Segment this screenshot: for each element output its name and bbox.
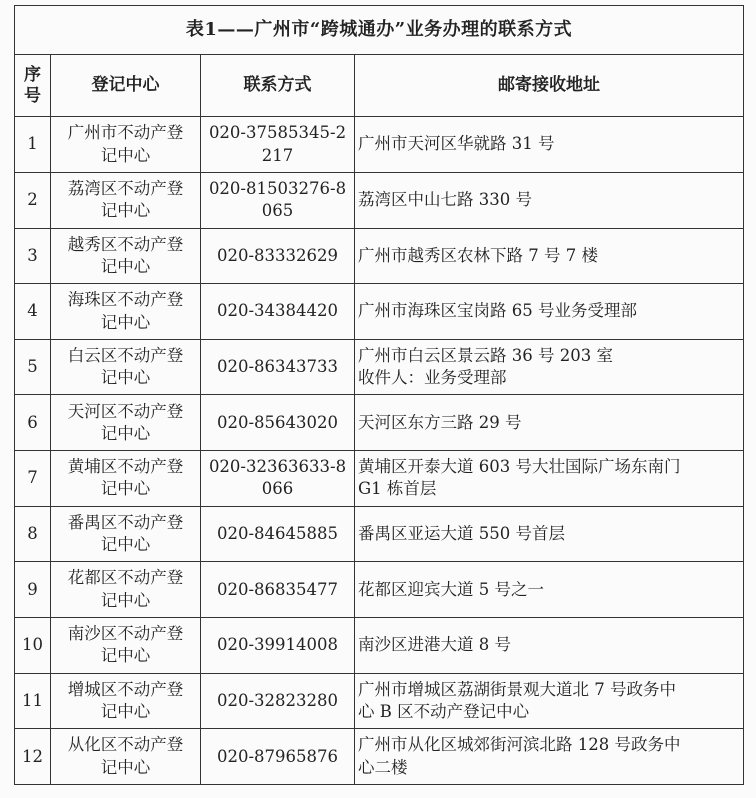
table-row xyxy=(15,729,744,785)
center-name-line2: 记中心 xyxy=(100,590,151,610)
address-line2: 收件人：业务受理部 xyxy=(358,368,507,388)
center-name-line1: 花都区不动产登 xyxy=(67,568,184,588)
contact-phone: 020-34384420 xyxy=(201,284,355,340)
contact-phone: 020-87965876 xyxy=(201,729,355,785)
table-row xyxy=(15,562,744,618)
mailing-address xyxy=(355,673,744,729)
mailing-address xyxy=(355,506,744,562)
address-line1: 南沙区进港大道 8 号 xyxy=(358,635,511,655)
center-name-line1: 越秀区不动产登 xyxy=(67,234,184,254)
address-line1: 广州市天河区华就路 31 号 xyxy=(358,134,555,154)
address-line1: 广州市白云区景云路 36 号 203 室 xyxy=(358,345,613,365)
table-row xyxy=(15,673,744,729)
registration-center xyxy=(51,729,201,785)
center-name-line2: 记中心 xyxy=(100,701,151,721)
row-number: 5 xyxy=(15,339,51,395)
registration-center xyxy=(51,228,201,284)
center-name-line1: 南沙区不动产登 xyxy=(67,624,184,644)
row-number: 6 xyxy=(15,395,51,451)
center-name-line1: 广州市不动产登 xyxy=(67,123,184,143)
center-name-line2: 记中心 xyxy=(100,312,151,332)
center-name-line2: 记中心 xyxy=(100,368,151,388)
contact-phone: 020-81503276-8065 xyxy=(201,172,355,228)
center-name-line1: 海珠区不动产登 xyxy=(67,290,184,310)
registration-center xyxy=(51,395,201,451)
table-title: 表1——广州市“跨城通办”业务办理的联系方式 xyxy=(15,6,744,55)
row-number: 7 xyxy=(15,451,51,507)
center-name-line2: 记中心 xyxy=(100,646,151,666)
contact-phone: 020-37585345-2217 xyxy=(201,117,355,173)
mailing-address xyxy=(355,451,744,507)
mailing-address xyxy=(355,117,744,173)
address-line1: 荔湾区中山七路 330 号 xyxy=(358,190,532,210)
center-name-line2: 记中心 xyxy=(100,757,151,777)
center-name-line2: 记中心 xyxy=(100,479,151,499)
registration-center xyxy=(51,172,201,228)
header-number-line1: 序 xyxy=(24,64,41,85)
mailing-address xyxy=(355,729,744,785)
header-number xyxy=(15,55,51,117)
header-row xyxy=(15,55,744,117)
center-name-line2: 记中心 xyxy=(100,145,151,165)
row-number: 12 xyxy=(15,729,51,785)
address-line1: 广州市海珠区宝岗路 65 号业务受理部 xyxy=(358,301,637,321)
center-name-line2: 记中心 xyxy=(100,256,151,276)
center-name-line1: 荔湾区不动产登 xyxy=(67,178,184,198)
mailing-address xyxy=(355,339,744,395)
table-row xyxy=(15,284,744,340)
mailing-address xyxy=(355,172,744,228)
contact-phone: 020-86835477 xyxy=(201,562,355,618)
table-row xyxy=(15,618,744,674)
table-row xyxy=(15,395,744,451)
address-line1: 黄埔区开泰大道 603 号大壮国际广场东南门 xyxy=(358,457,681,477)
address-line1: 广州市越秀区农林下路 7 号 7 楼 xyxy=(358,245,598,265)
center-name-line1: 从化区不动产登 xyxy=(67,735,184,755)
table-row xyxy=(15,339,744,395)
address-line1: 天河区东方三路 29 号 xyxy=(358,412,522,432)
table-row xyxy=(15,228,744,284)
contact-phone: 020-84645885 xyxy=(201,506,355,562)
mailing-address xyxy=(355,284,744,340)
mailing-address xyxy=(355,618,744,674)
contact-phone: 020-39914008 xyxy=(201,618,355,674)
header-number-line2: 号 xyxy=(24,85,41,106)
address-line1: 番禺区亚运大道 550 号首层 xyxy=(358,523,565,543)
center-name-line2: 记中心 xyxy=(100,201,151,221)
header-phone: 联系方式 xyxy=(201,55,355,117)
address-line1: 广州市增城区荔湖街景观大道北 7 号政务中 xyxy=(358,679,676,699)
address-line2: 心 B 区不动产登记中心 xyxy=(358,701,530,721)
center-name-line1: 白云区不动产登 xyxy=(67,345,184,365)
table-row xyxy=(15,506,744,562)
center-name-line1: 增城区不动产登 xyxy=(67,679,184,699)
table-row xyxy=(15,451,744,507)
contact-phone: 020-86343733 xyxy=(201,339,355,395)
registration-center xyxy=(51,618,201,674)
address-line1: 广州市从化区城郊街河滨北路 128 号政务中 xyxy=(358,735,681,755)
row-number: 9 xyxy=(15,562,51,618)
contact-phone: 020-32823280 xyxy=(201,673,355,729)
header-address: 邮寄接收地址 xyxy=(355,55,744,117)
row-number: 4 xyxy=(15,284,51,340)
contact-phone: 020-83332629 xyxy=(201,228,355,284)
row-number: 11 xyxy=(15,673,51,729)
registration-center xyxy=(51,673,201,729)
row-number: 8 xyxy=(15,506,51,562)
center-name-line1: 天河区不动产登 xyxy=(67,401,184,421)
contact-table xyxy=(14,5,744,785)
contact-phone: 020-32363633-8066 xyxy=(201,451,355,507)
registration-center xyxy=(51,451,201,507)
table-row xyxy=(15,172,744,228)
contact-phone: 020-85643020 xyxy=(201,395,355,451)
registration-center xyxy=(51,506,201,562)
title-row xyxy=(15,6,744,55)
row-number: 10 xyxy=(15,618,51,674)
row-number: 3 xyxy=(15,228,51,284)
header-center: 登记中心 xyxy=(51,55,201,117)
table-row xyxy=(15,117,744,173)
center-name-line2: 记中心 xyxy=(100,535,151,555)
center-name-line2: 记中心 xyxy=(100,423,151,443)
mailing-address xyxy=(355,395,744,451)
mailing-address xyxy=(355,228,744,284)
center-name-line1: 黄埔区不动产登 xyxy=(67,457,184,477)
center-name-line1: 番禺区不动产登 xyxy=(67,512,184,532)
row-number: 1 xyxy=(15,117,51,173)
mailing-address xyxy=(355,562,744,618)
registration-center xyxy=(51,562,201,618)
address-line2: 心二楼 xyxy=(358,757,408,777)
address-line2: G1 栋首层 xyxy=(358,479,437,499)
row-number: 2 xyxy=(15,172,51,228)
address-line1: 花都区迎宾大道 5 号之一 xyxy=(358,579,544,599)
registration-center xyxy=(51,339,201,395)
registration-center xyxy=(51,284,201,340)
registration-center xyxy=(51,117,201,173)
